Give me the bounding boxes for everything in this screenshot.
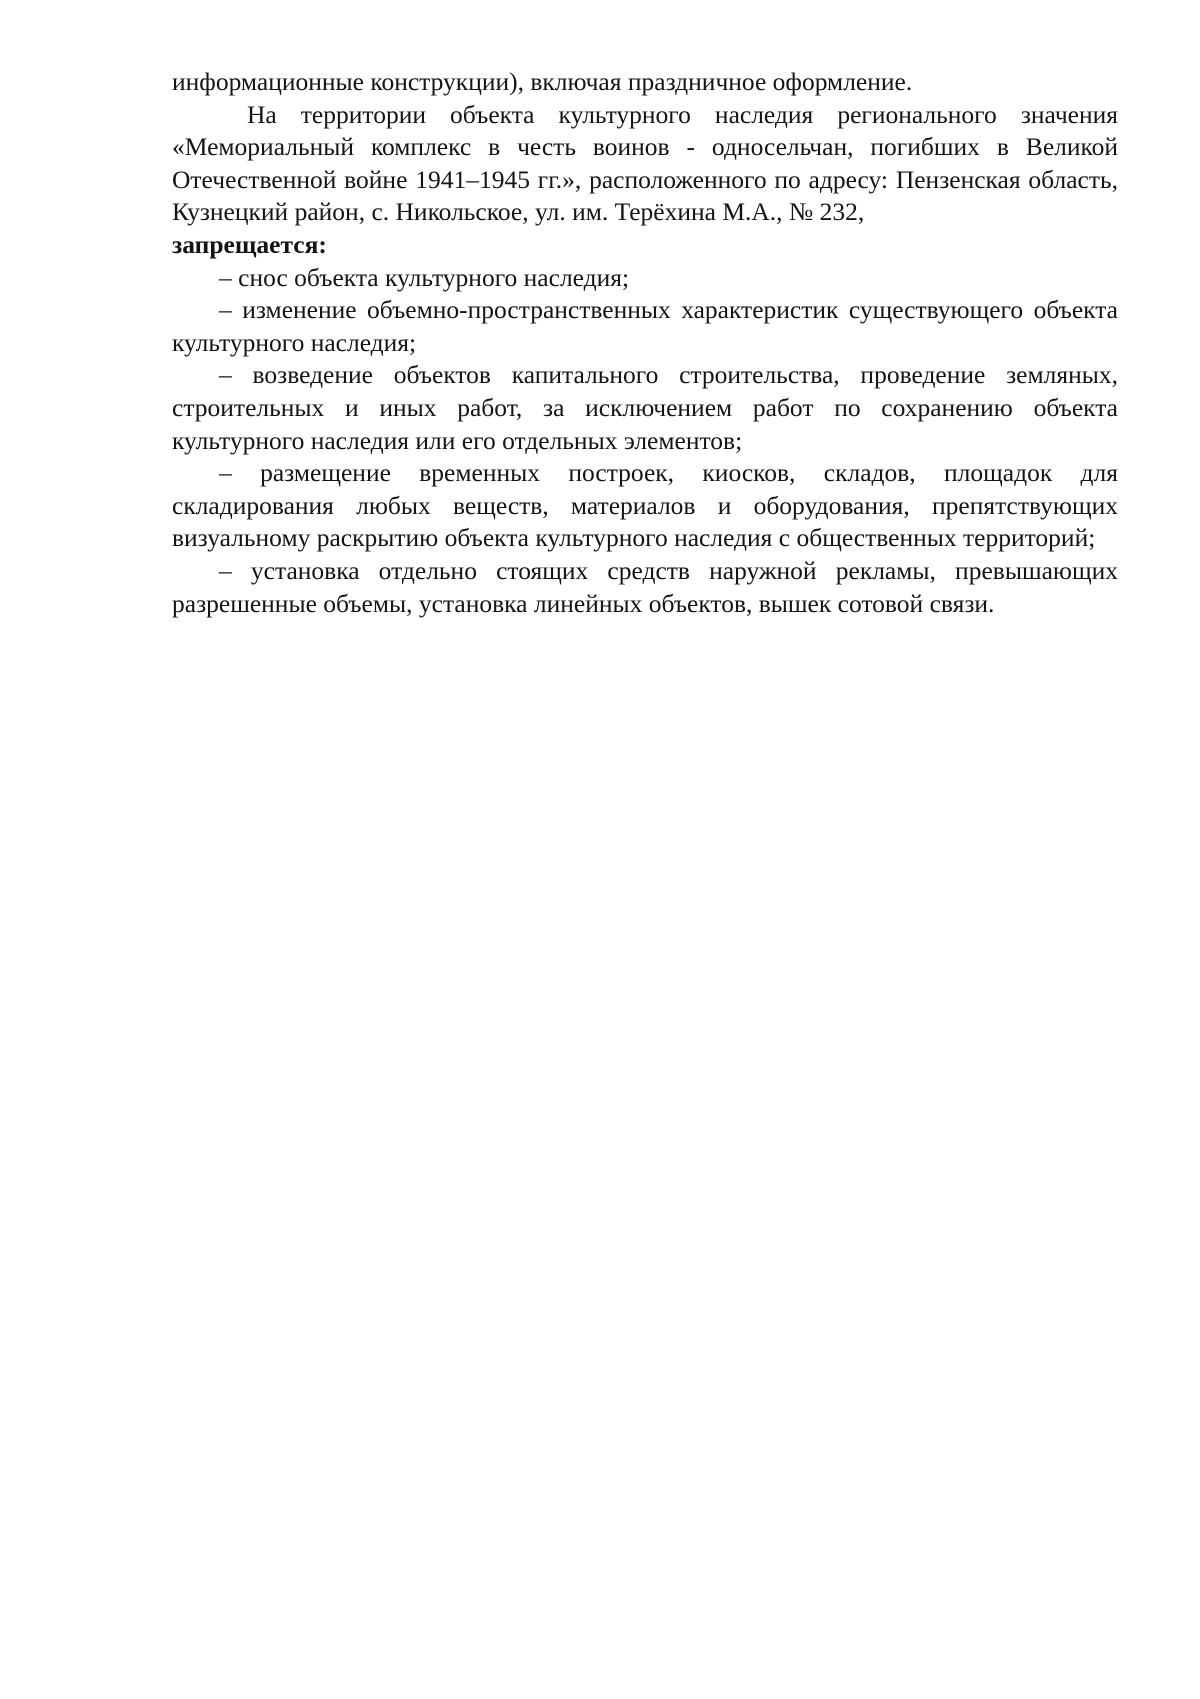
intro-paragraph	[172, 99, 1118, 229]
prohibited-heading: запрещается:	[172, 229, 327, 259]
continuation-line: информационные конструкции), включая праздничное оформление.	[172, 67, 913, 96]
prohibition-item: – изменение объемно-пространственных характеристик существующего объекта культурного наследия;	[172, 295, 1118, 357]
prohibition-item: – возведение объектов капитального строительства, проведение земляных, строительных и иных работ, за исключением работ по сохранению объекта культурного наследия или его отдельных элементов;	[172, 360, 1118, 455]
intro-text: На территории объекта культурного наследия регионального значения «Мемориальный комплекс в честь воинов - односельчан, погибших в Великой Отечественной войне 1941–1945 гг.», расположенного по адресу: Пензенская область, Кузнецкий район, с. Никольское, ул. им. Терёхина М.А., № 232,	[172, 99, 1118, 227]
prohibition-item: – установка отдельно стоящих средств наружной рекламы, превышающих разрешенные объемы, установка линейных объектов, вышек сотовой связи.	[172, 555, 1118, 618]
prohibition-item: – снос объекта культурного наследия;	[219, 262, 630, 292]
prohibition-item: – размещение временных построек, киосков, складов, площадок для складирования любых веществ, материалов и оборудования, препятствующих визуальному раскрытию объекта культурного наследия с общественных территорий;	[172, 458, 1118, 553]
document-body	[172, 66, 1118, 620]
